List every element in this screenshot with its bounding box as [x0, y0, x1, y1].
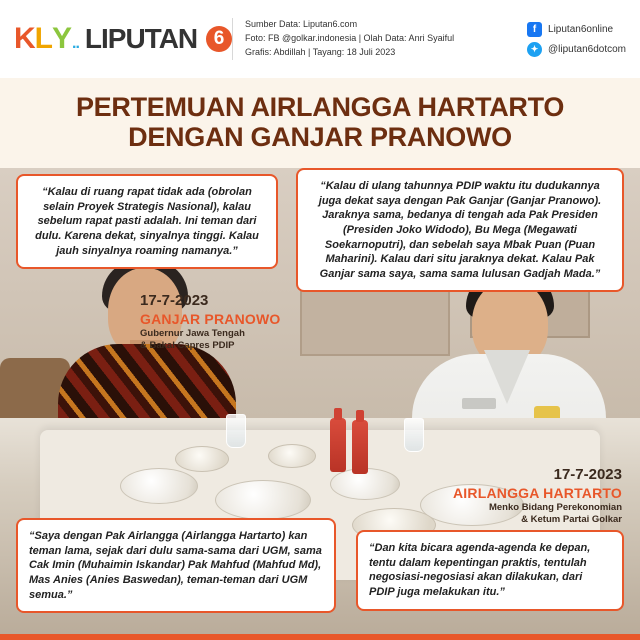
- page-title: [10, 92, 630, 152]
- brand-logo[interactable]: [14, 22, 232, 56]
- credit-line-2: Foto: FB @golkar.indonesia | Olah Data: Anri Syaiful: [245, 33, 455, 44]
- bowl-2: [268, 444, 316, 468]
- glass-2: [404, 418, 424, 452]
- ganjar-date: 17-7-2023: [140, 292, 209, 309]
- liputan6-badge: 6: [206, 26, 232, 52]
- title-line-2: DENGAN GANJAR PRANOWO: [128, 122, 512, 153]
- kly-logo: [14, 22, 79, 56]
- quote-bubble-ganjar-top: “Kalau di ruang rapat tidak ada (obrolan selain Proyek Strategis Nasional), kalau sebelum rapat pasti adalah. Ini teman dari dulu. Karena dekat, sinyalnya tinggi. Kalau jauh sinyalnya roaming namanya.”: [16, 174, 278, 269]
- quote-bubble-airlangga-top: “Kalau di ulang tahunnya PDIP waktu itu dudukannya juga dekat saya dengan Pak Ganjar (Ganjar Pranowo). Jaraknya sama, bedanya di tengah ada Pak Presiden (Presiden Joko Widodo), Bu Mega (Megawati Soekarnoputri), dan sebelah saya Mbak Puan (Puan Maharini). Kalau dari situ jaraknya dekat. Kalau Pak Ganjar sama saya, sama sama lulusan Gadjah Mada.”: [296, 168, 624, 292]
- namecard-airlangga: [430, 466, 622, 526]
- kly-letter-k: K: [14, 22, 35, 55]
- bowl-1: [175, 446, 229, 472]
- facebook-handle: Liputan6online: [548, 23, 614, 35]
- twitter-handle: @liputan6dotcom: [548, 43, 626, 55]
- airlangga-role-1: Menko Bidang Perekonomian: [488, 502, 622, 514]
- kly-letter-y: Y: [52, 22, 72, 55]
- plate-1: [120, 468, 198, 504]
- social-links: [519, 22, 626, 57]
- footer-accent-strip: [0, 634, 640, 640]
- airlangga-name-tag: [462, 398, 496, 409]
- header: [0, 0, 640, 78]
- facebook-link[interactable]: [527, 22, 626, 37]
- kly-letter-l: L: [34, 22, 52, 55]
- twitter-link[interactable]: [527, 42, 626, 57]
- glass-1: [226, 414, 246, 448]
- ganjar-role-1: Gubernur Jawa Tengah: [140, 328, 245, 340]
- credit-line-3: Grafis: Abdillah | Tayang: 18 Juli 2023: [245, 46, 396, 57]
- quote-bubble-airlangga-bottom: “Dan kita bicara agenda-agenda ke depan, tentu dalam kepentingan praktis, tentulah negosiasi-negosiasi akan dilakukan, dari PDIP juga melakukan itu.”: [356, 530, 624, 611]
- kly-dots-icon: ..: [72, 35, 79, 52]
- airlangga-role-2: & Ketum Partai Golkar: [521, 514, 622, 526]
- quote-bubble-ganjar-bottom: “Saya dengan Pak Airlangga (Airlangga Hartarto) kan teman lama, sejak dari dulu sama-sama dari UGM, sama Cak Imin (Muhaimin Iskandar) Pak Mahfud (Mahfud Md), Mas Anies (Anies Baswedan), teman-teman dari UGM semua.”: [16, 518, 336, 613]
- airlangga-date: 17-7-2023: [553, 466, 622, 483]
- airlangga-name: AIRLANGGA HARTARTO: [453, 484, 622, 501]
- sauce-bottle-2: [352, 420, 368, 474]
- ganjar-role-2: & Bakal Capres PDIP: [140, 340, 235, 352]
- plate-2: [215, 480, 311, 520]
- liputan-wordmark: LIPUTAN: [84, 23, 198, 54]
- facebook-icon: f: [527, 22, 542, 37]
- title-band: [0, 78, 640, 160]
- credit-line-1: Sumber Data: Liputan6.com: [245, 19, 358, 30]
- ganjar-name: GANJAR PRANOWO: [140, 310, 281, 327]
- title-line-1: PERTEMUAN AIRLANGGA HARTARTO: [75, 92, 565, 122]
- twitter-icon: ✦: [527, 42, 542, 57]
- sauce-bottle-1: [330, 418, 346, 472]
- source-credits: [232, 18, 519, 60]
- namecard-ganjar: [140, 292, 280, 352]
